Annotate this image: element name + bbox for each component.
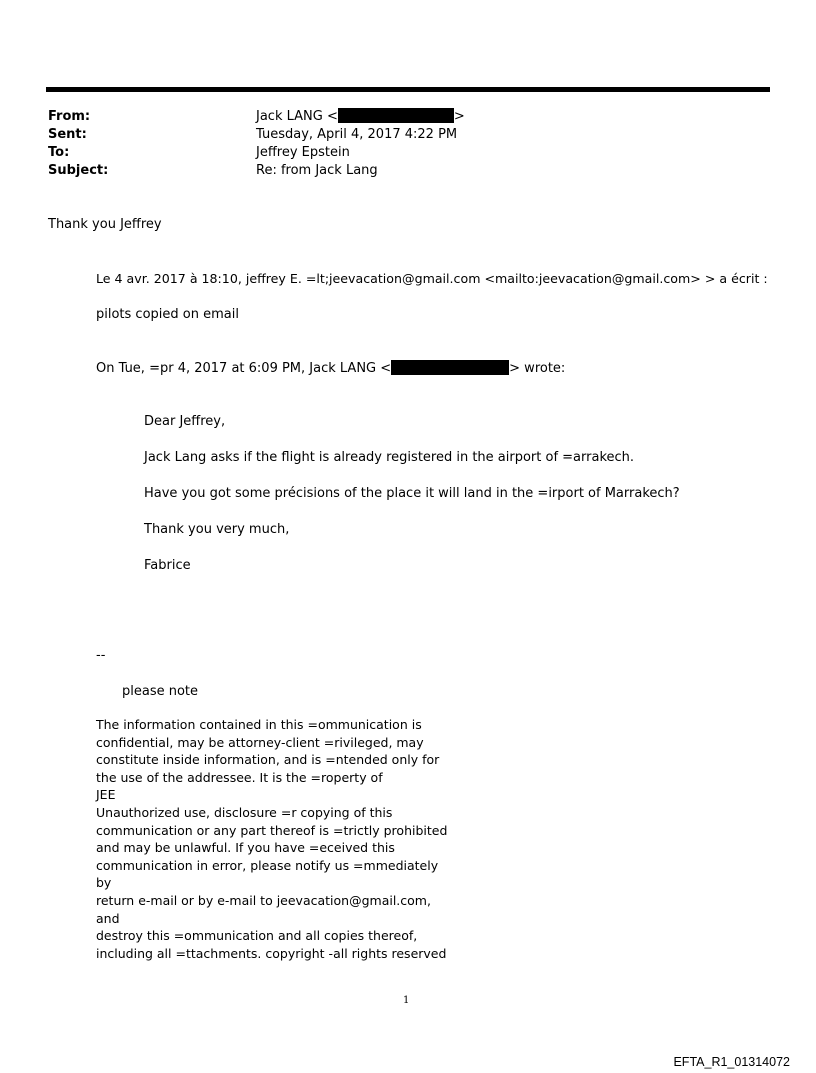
disclaimer-text: The information contained in this =ommunication is confidential, may be attorney-client =rivileged, may constitute inside information, and is =ntended only for the use of the addressee. It is the =roperty of JEE Unauthorized use, disclosure =r copying of this communication or any part thereof is =trictly prohibited and may be unlawful. If you have =eceived this communication in error, please notify us =mmediately by return e-mail or by e-mail to jeevacation@gmail.com, and destroy this =ommunication and all copies thereof, including all =ttachments. copyright -all rights reserved [96, 717, 448, 961]
redaction-box [391, 360, 509, 375]
greeting: Dear Jeffrey, [144, 414, 226, 429]
reply-text: Thank you Jeffrey [48, 217, 162, 232]
redaction-box [338, 108, 454, 123]
quote2-header-end: > wrote: [509, 361, 566, 376]
signature: Fabrice [144, 558, 191, 573]
closing: Thank you very much, [144, 522, 290, 537]
subject-label: Subject: [48, 163, 109, 178]
from-label: From: [48, 109, 91, 124]
separator: -- [96, 648, 106, 663]
from-value [256, 108, 465, 126]
quote2-header [96, 360, 565, 378]
page-number: 1 [403, 995, 410, 1006]
from-name: Jack LANG < [256, 109, 338, 124]
paragraph-1: Jack Lang asks if the flight is already registered in the airport of =arrakech. [144, 450, 635, 465]
quote2-header-start: On Tue, =pr 4, 2017 at 6:09 PM, Jack LANG < [96, 361, 392, 376]
quote1-header: Le 4 avr. 2017 à 18:10, jeffrey E. =lt;jeevacation@gmail.com <mailto:jeevacation@gmail.com> > a écrit : [96, 271, 768, 286]
sent-value: Tuesday, April 4, 2017 4:22 PM [256, 127, 458, 142]
paragraph-2: Have you got some précisions of the place it will land in the =irport of Marrakech? [144, 486, 680, 501]
note-heading: please note [122, 684, 199, 699]
sent-label: Sent: [48, 127, 87, 142]
to-value: Jeffrey Epstein [256, 145, 350, 160]
header-rule [46, 87, 770, 92]
document-id: EFTA_R1_01314072 [673, 1055, 790, 1069]
to-label: To: [48, 145, 70, 160]
quote1-text: pilots copied on email [96, 307, 239, 322]
subject-value: Re: from Jack Lang [256, 163, 378, 178]
from-close: > [453, 109, 465, 124]
